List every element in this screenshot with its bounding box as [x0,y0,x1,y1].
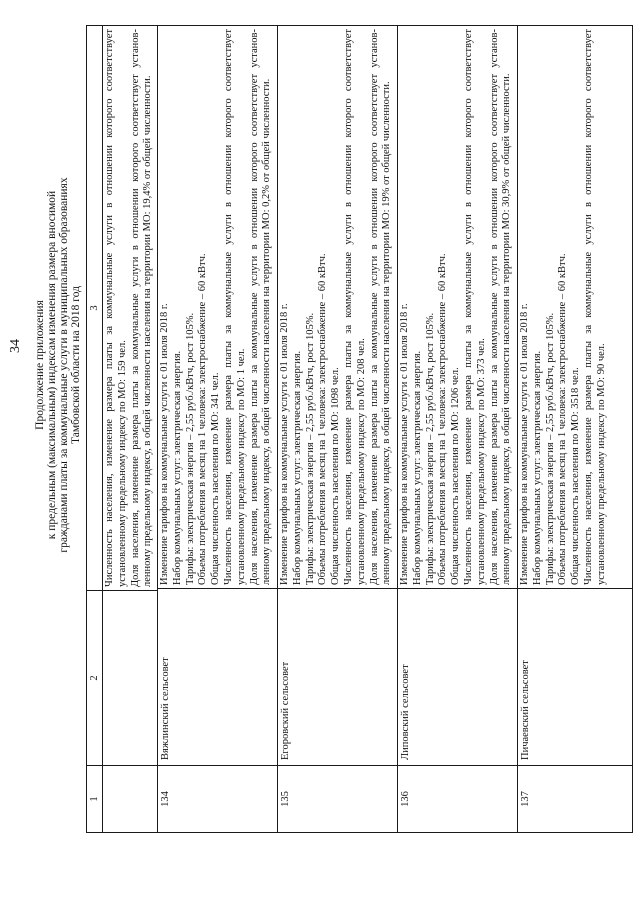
detail-line: Тарифы: электрическая энергия – 2,55 руб./кВтч, рост 105%. [424,312,436,585]
table-row-continuation [102,26,157,832]
row-number [103,765,157,832]
table-row [157,26,277,832]
row-details [158,26,277,588]
detail-line: Объемы потребления в месяц на 1 человека: электроснабжение – 60 кВтч. [557,253,569,585]
detail-line: Численность населения, изменение размера платы за коммунальные услуги в отношении которого соответствует [582,29,594,585]
row-number: 137 [518,765,632,832]
detail-line: Численность населения, изменение размера платы за коммунальные услуги в отношении которого соответствует [342,29,354,585]
detail-line: Изменение тарифов на коммунальные услуги с 01 июля 2018 г. [399,303,410,585]
detail-line: Набор коммунальных услуг: электрическая энергия. [531,350,543,585]
detail-line: Доля населения, изменение размера платы за коммунальные услуги в отношении которого соответствует установ- [248,29,260,585]
municipality-name: Пичаевский сельсовет [518,588,632,765]
detail-line: Общая численность населения по МО: 3518 чел. [570,367,582,585]
appendix-header [34,125,82,605]
header-line: Тамбовской области на 2018 год [70,286,82,444]
header-line: гражданами платы за коммунальные услуги в муниципальных образованиях [58,177,70,553]
page-number: 34 [8,339,23,353]
detail-line: Набор коммунальных услуг: электрическая энергия. [291,350,303,585]
detail-line: Набор коммунальных услуг: электрическая энергия. [171,350,183,585]
detail-line: Доля населения, изменение размера платы за коммунальные услуги в отношении которого соответствует установ- [368,29,380,585]
detail-line: ленному предельному индексу, в общей численности населения на территории МО: 19,4% от общей численности. [142,75,154,587]
detail-line: Численность населения, изменение размера платы за коммунальные услуги в отношении которого соответствует [222,29,234,585]
row-details [518,26,632,588]
municipality-name: Вяжлинский сельсовет [158,588,277,765]
detail-line: установленному предельному индексу по МО: 208 чел. [355,338,367,585]
municipality-name: Липовский сельсовет [398,588,517,765]
table-row [517,26,632,832]
row-details [398,26,517,588]
detail-line: установленному предельному индексу по МО: 373 чел. [475,338,487,585]
column-number-header: 2 [87,590,102,765]
detail-line: Общая численность населения по МО: 341 чел. [210,372,222,585]
detail-line: Численность населения, изменение размера платы за коммунальные услуги в отношении которого соответствует [104,29,115,587]
detail-line: Общая численность населения по МО: 1098 чел. [330,367,342,585]
detail-line: установленному предельному индексу по МО: 90 чел. [595,343,607,585]
municipality-name [103,590,157,765]
municipality-name: Егоровский сельсовет [278,588,397,765]
detail-line: Изменение тарифов на коммунальные услуги с 01 июля 2018 г. [519,303,530,585]
detail-line: ленному предельному индексу, в общей численности населения на территории МО: 30,9% от общей численности. [501,73,513,585]
header-line: Продолжение приложения [34,300,46,430]
detail-line: Тарифы: электрическая энергия – 2,55 руб./кВтч, рост 105%. [184,312,196,585]
detail-line: установленному предельному индексу по МО: 1 чел. [235,348,247,585]
detail-line: ленному предельному индексу, в общей численности населения на территории МО: 0,2% от общей численности. [261,78,273,585]
detail-line: Объемы потребления в месяц на 1 человека: электроснабжение – 60 кВтч. [197,253,209,585]
detail-line: установленному предельному индексу по МО: 159 чел. [116,340,128,587]
detail-line: Тарифы: электрическая энергия – 2,55 руб./кВтч, рост 105%. [544,312,556,585]
table-row [277,26,397,832]
detail-line: ленному предельному индексу, в общей численности населения на территории МО: 19% от общей численности. [381,81,393,585]
column-number-header: 1 [87,765,102,832]
detail-line: Изменение тарифов на коммунальные услуги с 01 июля 2018 г. [279,303,290,585]
header-line: к предельным (максимальным) индексам изменения размера вносимой [46,190,58,540]
row-number: 134 [158,765,277,832]
detail-line: Численность населения, изменение размера платы за коммунальные услуги в отношении которого соответствует [462,29,474,585]
detail-line: Общая численность населения по МО: 1206 чел. [450,367,462,585]
row-details [278,26,397,588]
detail-line: Тарифы: электрическая энергия – 2,55 руб./кВтч, рост 105%. [304,312,316,585]
detail-line: Объемы потребления в месяц на 1 человека: электроснабжение – 60 кВтч. [437,253,449,585]
detail-line: Доля населения, изменение размера платы за коммунальные услуги в отношении которого соответствует установ- [129,29,141,587]
row-details [103,26,157,590]
data-table [86,25,633,833]
detail-line: Доля населения, изменение размера платы за коммунальные услуги в отношении которого соответствует установ- [488,29,500,585]
table-row [397,26,517,832]
row-number: 136 [398,765,517,832]
detail-line: Набор коммунальных услуг: электрическая энергия. [411,350,423,585]
detail-line: Объемы потребления в месяц на 1 человека: электроснабжение – 60 кВтч. [317,253,329,585]
row-number: 135 [278,765,397,832]
detail-line: Изменение тарифов на коммунальные услуги с 01 июля 2018 г. [159,303,170,585]
table-header-row [87,26,102,832]
column-number-header: 3 [89,305,100,311]
